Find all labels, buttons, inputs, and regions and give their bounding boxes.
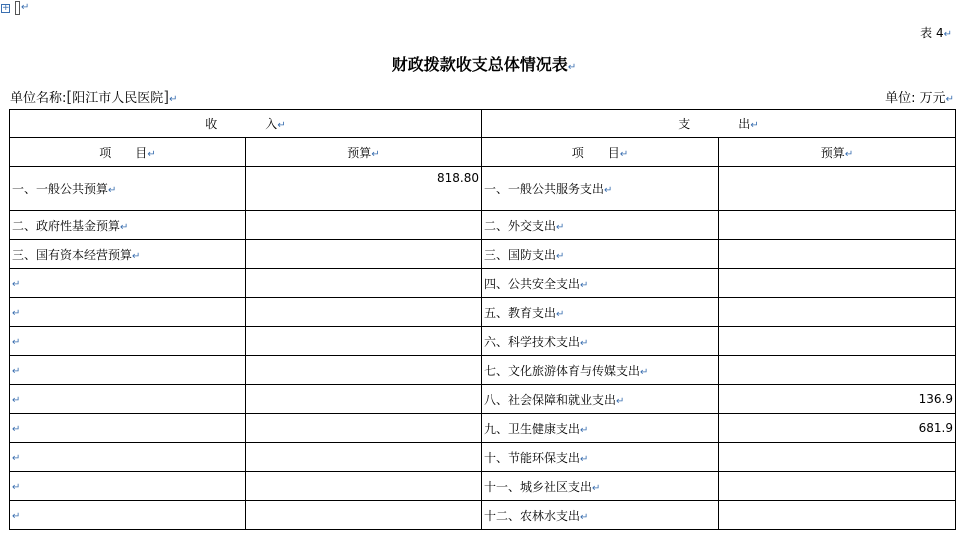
unit-name-line: 单位名称:[阳江市人民医院]↵ — [10, 88, 178, 106]
expense-item: 一、一般公共服务支出↵ — [482, 167, 719, 211]
table-row — [10, 298, 956, 327]
income-item: 一、一般公共预算↵ — [10, 167, 246, 211]
income-budget — [246, 327, 482, 356]
income-budget — [246, 472, 482, 501]
expense-item: 七、文化旅游体育与传媒支出↵ — [482, 356, 719, 385]
amount-unit: 单位: 万元↵ — [885, 91, 954, 106]
expense-item: 十二、农林水支出↵ — [482, 501, 719, 530]
table-row — [10, 501, 956, 530]
expense-item: 十、节能环保支出↵ — [482, 443, 719, 472]
income-item: ↵ — [10, 414, 246, 443]
income-budget — [246, 443, 482, 472]
text-cursor-icon — [15, 1, 20, 15]
expense-budget — [719, 269, 956, 298]
expense-header: 支 出↵ — [482, 110, 956, 138]
expense-budget — [719, 298, 956, 327]
expense-item-header: 项 目↵ — [482, 138, 719, 167]
income-item: ↵ — [10, 385, 246, 414]
income-budget — [246, 501, 482, 530]
expense-budget — [719, 472, 956, 501]
income-item: ↵ — [10, 443, 246, 472]
table-row — [10, 472, 956, 501]
table-subheader-row — [10, 138, 956, 167]
budget-table — [9, 109, 956, 530]
table-row — [10, 327, 956, 356]
expense-budget — [719, 211, 956, 240]
income-budget — [246, 356, 482, 385]
income-budget — [246, 240, 482, 269]
expense-budget — [719, 327, 956, 356]
expense-item: 五、教育支出↵ — [482, 298, 719, 327]
page-title: 财政拨款收支总体情况表↵ — [391, 55, 577, 74]
income-budget-header: 预算↵ — [246, 138, 482, 167]
table-row — [10, 240, 956, 269]
income-budget — [246, 385, 482, 414]
table-number: 表 4↵ — [920, 26, 952, 40]
income-item: ↵ — [10, 269, 246, 298]
paragraph-mark-icon: ↵ — [21, 2, 30, 13]
expense-budget: 136.9 — [719, 385, 956, 414]
expense-item: 八、社会保障和就业支出↵ — [482, 385, 719, 414]
expense-budget — [719, 240, 956, 269]
income-item: 三、国有资本经营预算↵ — [10, 240, 246, 269]
income-budget: 818.80 — [246, 167, 482, 211]
table-move-handle-icon[interactable]: + — [2, 3, 10, 13]
expense-budget-header: 预算↵ — [719, 138, 956, 167]
income-budget — [246, 414, 482, 443]
expense-item: 六、科学技术支出↵ — [482, 327, 719, 356]
expense-budget — [719, 356, 956, 385]
table-row — [10, 356, 956, 385]
expense-item: 二、外交支出↵ — [482, 211, 719, 240]
income-item: ↵ — [10, 356, 246, 385]
table-row — [10, 211, 956, 240]
expense-item: 十一、城乡社区支出↵ — [482, 472, 719, 501]
income-header: 收 入↵ — [10, 110, 482, 138]
expense-item: 三、国防支出↵ — [482, 240, 719, 269]
expense-item: 九、卫生健康支出↵ — [482, 414, 719, 443]
table-row — [10, 443, 956, 472]
income-item: 二、政府性基金预算↵ — [10, 211, 246, 240]
expense-budget — [719, 443, 956, 472]
income-item: ↵ — [10, 298, 246, 327]
table-header-row — [10, 110, 956, 138]
income-budget — [246, 211, 482, 240]
unit-name-label: 单位名称: — [10, 91, 67, 106]
table-row — [10, 414, 956, 443]
income-item: ↵ — [10, 472, 246, 501]
expense-budget: 681.9 — [719, 414, 956, 443]
expense-budget — [719, 501, 956, 530]
table-row — [10, 167, 956, 211]
income-budget — [246, 269, 482, 298]
expense-budget — [719, 167, 956, 211]
unit-name-value: 阳江市人民医院 — [72, 91, 164, 106]
income-budget — [246, 298, 482, 327]
table-row — [10, 269, 956, 298]
income-item: ↵ — [10, 327, 246, 356]
table-row — [10, 385, 956, 414]
expense-item: 四、公共安全支出↵ — [482, 269, 719, 298]
income-item-header: 项 目↵ — [10, 138, 246, 167]
income-item: ↵ — [10, 501, 246, 530]
